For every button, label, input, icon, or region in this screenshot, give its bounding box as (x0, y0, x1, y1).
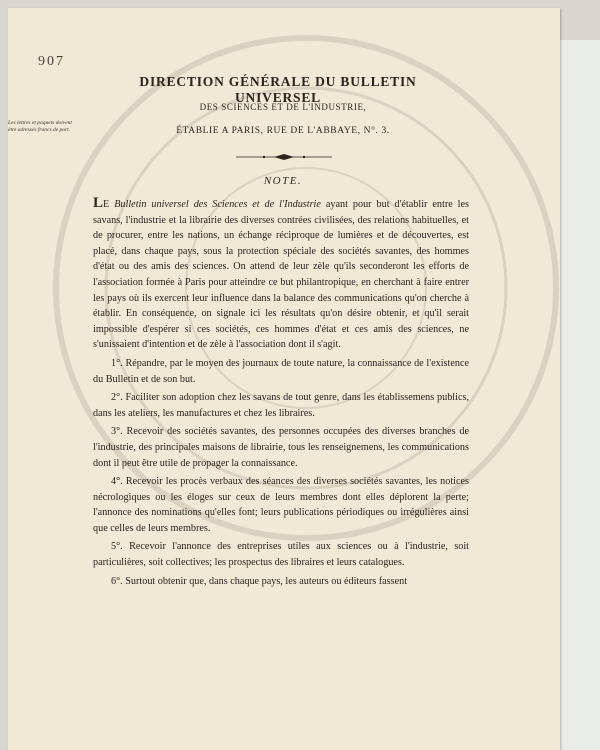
ornament-divider (234, 153, 334, 161)
intro-first-letters: E (103, 199, 110, 210)
list-item: 4°. Recevoir les procès verbaux des séances des diverses sociétés savantes, les notices nécrologiques ou les éloges sur ceux de leurs membres dont elles déplorent la perte; l'annonce des nominations qu'elles font; leurs publications périodiques ou irrégulières ainsi que celles de leurs membres. (93, 476, 469, 534)
background-strip (560, 40, 600, 750)
document-location: ÉTABLIE A PARIS, RUE DE L'ABBAYE, N°. 3. (176, 126, 390, 136)
bulletin-title: Bulletin universel des Sciences et de l'Industrie (114, 199, 321, 210)
document-title: DIRECTION GÉNÉRALE DU BULLETIN UNIVERSEL (139, 74, 417, 105)
list-item: 2°. Faciliter son adoption chez les savans de tout genre, dans les établissemens publics, dans les ateliers, les manufactures et chez les libraires. (93, 392, 469, 419)
document-page (8, 8, 560, 750)
list-item: 5°. Recevoir l'annonce des entreprises utiles aux sciences ou à l'industrie, soit particulières, soit collectives; les prospectus des libraires et leurs catalogues. (93, 541, 469, 569)
list-item: 3°. Recevoir des sociétés savantes, des personnes occupées des diverses branches de l'industrie, des principales maisons de librairie, tous les renseignemens, les communications dont il peut être utile de propager la connaissance. (93, 426, 469, 469)
list-item: 6°. Surtout obtenir que, dans chaque pays, les auteurs ou éditeurs fassent (111, 575, 408, 587)
list-item: 1°. Répandre, par le moyen des journaux de toute nature, la connaissance de l'existence du Bulletin et de son but. (93, 357, 469, 385)
page-number: 907 (38, 54, 65, 69)
note-heading: NOTE. (263, 175, 303, 187)
note-body (93, 196, 469, 589)
intro-paragraph (93, 196, 469, 353)
drop-cap: L (93, 195, 104, 211)
margin-note: Les lettres et paquets doivent être adressés francs de port. (8, 120, 72, 133)
document-subtitle: DES SCIENCES ET DE L'INDUSTRIE, (199, 102, 367, 112)
intro-text: ayant pour but d'établir entre les savans, l'industrie et la librairie des diverses contrées civilisées, des relations habituelles, et de procurer, entre les nations, un échange réciproque de lumières et de découvertes, est placé, dans chaque pays, sous la protection spéciale des sociétés savantes, des hommes d'état ou des amis des sciences. On attend de leur zèle qu'ils seconderont les efforts de l'association formée à Paris pour atteindre ce but philantropique, en cherchant à faire entrer les pays où ils exercent leur influence dans la balance des communications qu'on cherche à établir. En conséquence, on signale ici les résultats qu'on désire obtenir, et qu'il serait impossible d'espérer si ces sociétés, ces hommes d'état et ces amis des sciences, ne s'unissaient d'intention et de zèle à l'association dont il s'agit. (93, 199, 469, 351)
